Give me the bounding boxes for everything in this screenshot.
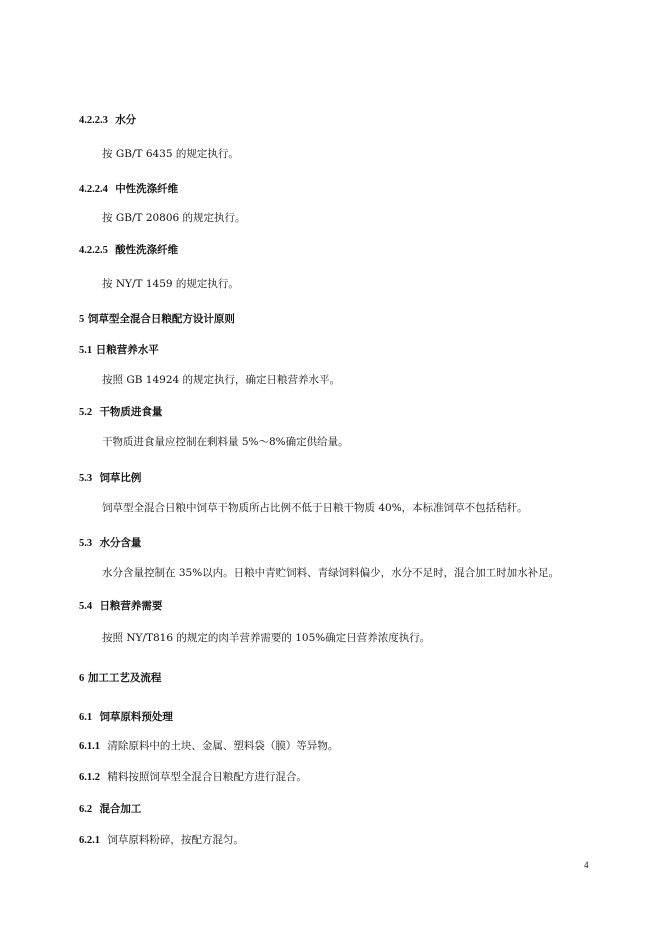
- heading-6: [79, 673, 161, 685]
- heading-number: 5.3: [79, 538, 93, 549]
- heading-title: 干物质进食量: [99, 406, 163, 418]
- heading-number: 5.3: [79, 473, 93, 484]
- paragraph: 水分含量控制在 35%以内。日粮中青贮饲料、青绿饲料偏少，水分不足时，混合加工时加水补足。: [102, 567, 560, 579]
- heading-6-2: [79, 804, 141, 816]
- heading-number: 6.1: [79, 712, 93, 723]
- heading-number: 5.2: [79, 407, 93, 418]
- heading-5-2: [79, 407, 162, 419]
- item-number: 6.2.1: [79, 835, 100, 846]
- heading-number: 4.2.2.4: [79, 184, 108, 195]
- paragraph: 干物质进食量应控制在剩料量 5%～8%确定供给量。: [102, 436, 349, 448]
- item-text: 精料按照饲草型全混合日粮配方进行混合。: [107, 771, 307, 783]
- item-6-1-1: [79, 741, 338, 753]
- heading-title: 加工工艺及流程: [87, 672, 162, 684]
- item-text: 饲草原料粉碎，按配方混匀。: [107, 834, 244, 846]
- heading-number: 4.2.2.3: [79, 115, 108, 126]
- heading-title: 水分: [115, 114, 137, 126]
- paragraph: 饲草型全混合日粮中饲草干物质所占比例不低于日粮干物质 40%，本标准饲草不包括秸秆。: [102, 502, 528, 514]
- heading-title: 日粮营养水平: [95, 344, 159, 356]
- heading-4-2-2-5: [79, 245, 178, 257]
- paragraph: 按 GB/T 20806 的规定执行。: [102, 212, 246, 224]
- paragraph: 按照 GB 14924 的规定执行，确定日粮营养水平。: [102, 374, 341, 386]
- heading-5-3-moisture: [79, 538, 141, 550]
- heading-title: 水分含量: [99, 537, 142, 549]
- item-6-1-2: [79, 772, 307, 784]
- heading-title: 饲草原料预处理: [99, 711, 173, 723]
- heading-5-4: [79, 601, 162, 613]
- item-number: 6.1.2: [79, 772, 100, 783]
- heading-number: 5.1: [79, 345, 93, 356]
- heading-4-2-2-4: [79, 184, 178, 196]
- paragraph: 按 NY/T 1459 的规定执行。: [102, 278, 239, 290]
- heading-number: 5.4: [79, 601, 93, 612]
- heading-title: 饲草型全混合日粮配方设计原则: [87, 313, 235, 325]
- heading-4-2-2-3: [79, 115, 136, 127]
- item-text: 清除原料中的土块、金属、塑料袋（膜）等异物。: [107, 740, 339, 752]
- item-6-2-1: [79, 835, 244, 847]
- heading-5-3-forage-ratio: [79, 473, 141, 485]
- heading-title: 酸性洗涤纤维: [115, 244, 179, 256]
- heading-6-1: [79, 712, 173, 724]
- heading-title: 日粮营养需要: [99, 600, 163, 612]
- item-number: 6.1.1: [79, 741, 100, 752]
- heading-title: 饲草比例: [99, 472, 142, 484]
- paragraph: 按 GB/T 6435 的规定执行。: [102, 148, 239, 160]
- paragraph: 按照 NY/T816 的规定的肉羊营养需要的 105%确定日营养浓度执行。: [102, 632, 431, 644]
- heading-number: 6: [79, 673, 85, 684]
- heading-title: 中性洗涤纤维: [115, 183, 179, 195]
- heading-5-1: [79, 345, 159, 357]
- heading-number: 5: [79, 314, 85, 325]
- page-number: 4: [584, 860, 589, 870]
- heading-number: 4.2.2.5: [79, 245, 108, 256]
- heading-5: [79, 314, 235, 326]
- heading-title: 混合加工: [99, 803, 142, 815]
- heading-number: 6.2: [79, 804, 93, 815]
